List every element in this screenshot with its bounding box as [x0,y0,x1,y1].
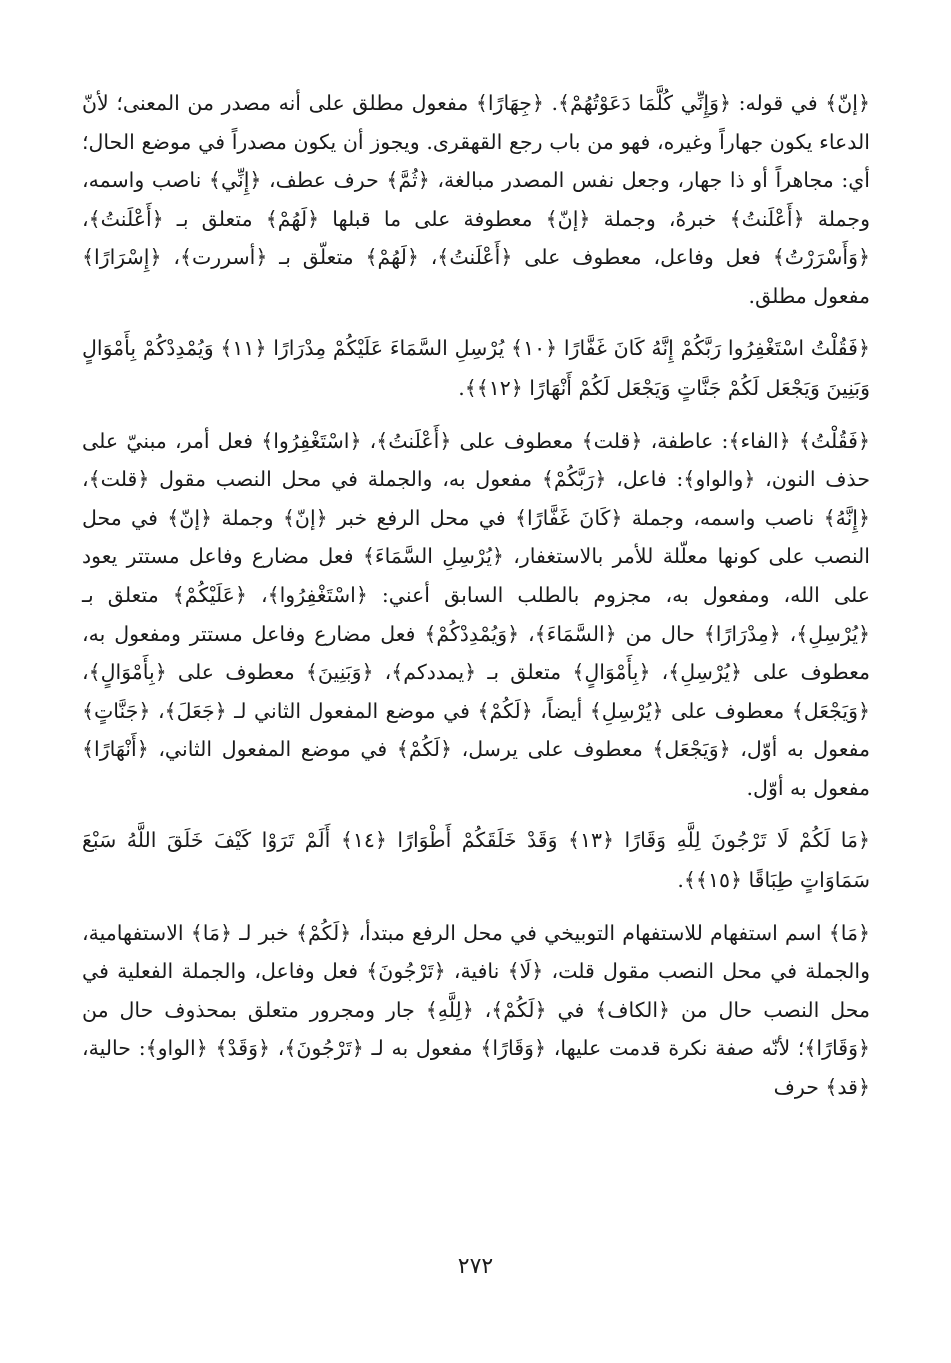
commentary-paragraph-2: ﴿فَقُلْتُ﴾ ﴿الفاء﴾: عاطفة، ﴿قلت﴾ معطوف على ﴿أَعْلَنتُ﴾، ﴿اسْتَغْفِرُوا﴾ فعل أمر، مبنيّ على حذف النون، ﴿والواو﴾: فاعل، ﴿رَبَّكُمْ﴾ مفعول به، والجملة في محل النصب مقول ﴿قلت﴾، ﴿إِنَّهُ﴾ ناصب واسمه، وجملة ﴿كَانَ غَفَّارًا﴾ في محل الرفع خبر ﴿إنّ﴾ وجملة ﴿إنّ﴾ في محل النصب على كونها معلّلة للأمر بالاستغفار، ﴿يُرْسِلِ السَّمَاءَ﴾ فعل مضارع وفاعل مستتر يعود على الله، ومفعول به، مجزوم بالطلب السابق أعني: ﴿اسْتَغْفِرُوا﴾، ﴿عَلَيْكُمْ﴾ متعلق بـ ﴿يُرْسِلِ﴾، ﴿مِدْرَارًا﴾ حال من ﴿السَّمَاءَ﴾، ﴿وَيُمْدِدْكُمْ﴾ فعل مضارع وفاعل مستتر ومفعول به، معطوف على ﴿يُرْسِلِ﴾، ﴿بِأَمْوَالٍ﴾ متعلق بـ ﴿يمددكم﴾، ﴿وَبَنِينَ﴾ معطوف على ﴿بِأَمْوَالٍ﴾، ﴿وَيَجْعَل﴾ معطوف على ﴿يُرْسِلِ﴾ أيضاً، ﴿لَكُمْ﴾ في موضع المفعول الثاني لـ ﴿جَعَلَ﴾، ﴿جَنَّاتٍ﴾ مفعول به أوّل، ﴿وَيَجْعَل﴾ معطوف على يرسل، ﴿لَكُمْ﴾ في موضع المفعول الثاني، ﴿أَنْهَارًا﴾ مفعول به أوّل. [82,428,870,800]
page-body [82,84,870,1106]
quran-verse-block-1: ﴿فَقُلْتُ اسْتَغْفِرُوا رَبَّكُمْ إِنَّهُ كَانَ غَفَّارًا ﴿١٠﴾ يُرْسِلِ السَّمَاءَ عَلَيْكُمْ مِدْرَارًا ﴿١١﴾ وَيُمْدِدْكُمْ بِأَمْوَالٍ وَبَنِينَ وَيَجْعَل لَكُمْ جَنَّاتٍ وَيَجْعَل لَكُمْ أَنْهَارًا ﴿١٢﴾﴾. [82,335,870,400]
quran-verse-block-2: ﴿مَا لَكُمْ لَا تَرْجُونَ لِلَّهِ وَقَارًا ﴿١٣﴾ وَقَدْ خَلَقَكُمْ أَطْوَارًا ﴿١٤﴾ أَلَمْ تَرَوْا كَيْفَ خَلَقَ اللَّهُ سَبْعَ سَمَاوَاتٍ طِبَاقًا ﴿١٥﴾﴾. [82,827,870,892]
page-number: ٢٧٢ [457,1254,494,1279]
commentary-paragraph-3: ﴿مَا﴾ اسم استفهام للاستفهام التوبيخي في محل الرفع مبتدأ، ﴿لَكُمْ﴾ خبر لـ ﴿مَا﴾ الاستفهامية، والجملة في محل النصب مقول قلت، ﴿لَا﴾ نافية، ﴿تَرْجُونَ﴾ فعل وفاعل، والجملة الفعلية في محل النصب حال من ﴿الكاف﴾ في ﴿لَكُمْ﴾، ﴿لِلَّهِ﴾ جار ومجرور متعلق بمحذوف حال من ﴿وَقَارًا﴾؛ لأنّه صفة نكرة قدمت عليها، ﴿وَقَارًا﴾ مفعول به لـ ﴿تَرْجُونَ﴾، ﴿وَقَدْ﴾ ﴿الواو﴾: حالية، ﴿قد﴾ حرف [82,920,870,1099]
commentary-paragraph-1: ﴿إنّ﴾ في قوله: ﴿وَإِنِّي كُلَّمَا دَعَوْتُهُمْ﴾. ﴿جِهَارًا﴾ مفعول مطلق على أنه مصدر من المعنى؛ لأنّ الدعاء يكون جهاراً وغيره، فهو من باب رجع القهقرى. ويجوز أن يكون مصدراً في موضع الحال؛ أي: مجاهراً أو ذا جهار، وجعل نفس المصدر مبالغة، ﴿ثُمَّ﴾ حرف عطف، ﴿إِنِّي﴾ ناصب واسمه، وجملة ﴿أَعْلَنتُ﴾ خبرهُ، وجملة ﴿إنّ﴾ معطوفة على ما قبلها ﴿لَهُمْ﴾ متعلق بـ ﴿أَعْلَنتُ﴾، ﴿وَأَسْرَرْتُ﴾ فعل وفاعل، معطوف على ﴿أَعْلَنتُ﴾، ﴿لَهُمْ﴾ متعلّق بـ ﴿أسررت﴾، ﴿إِسْرَارًا﴾ مفعول مطلق. [82,91,870,308]
